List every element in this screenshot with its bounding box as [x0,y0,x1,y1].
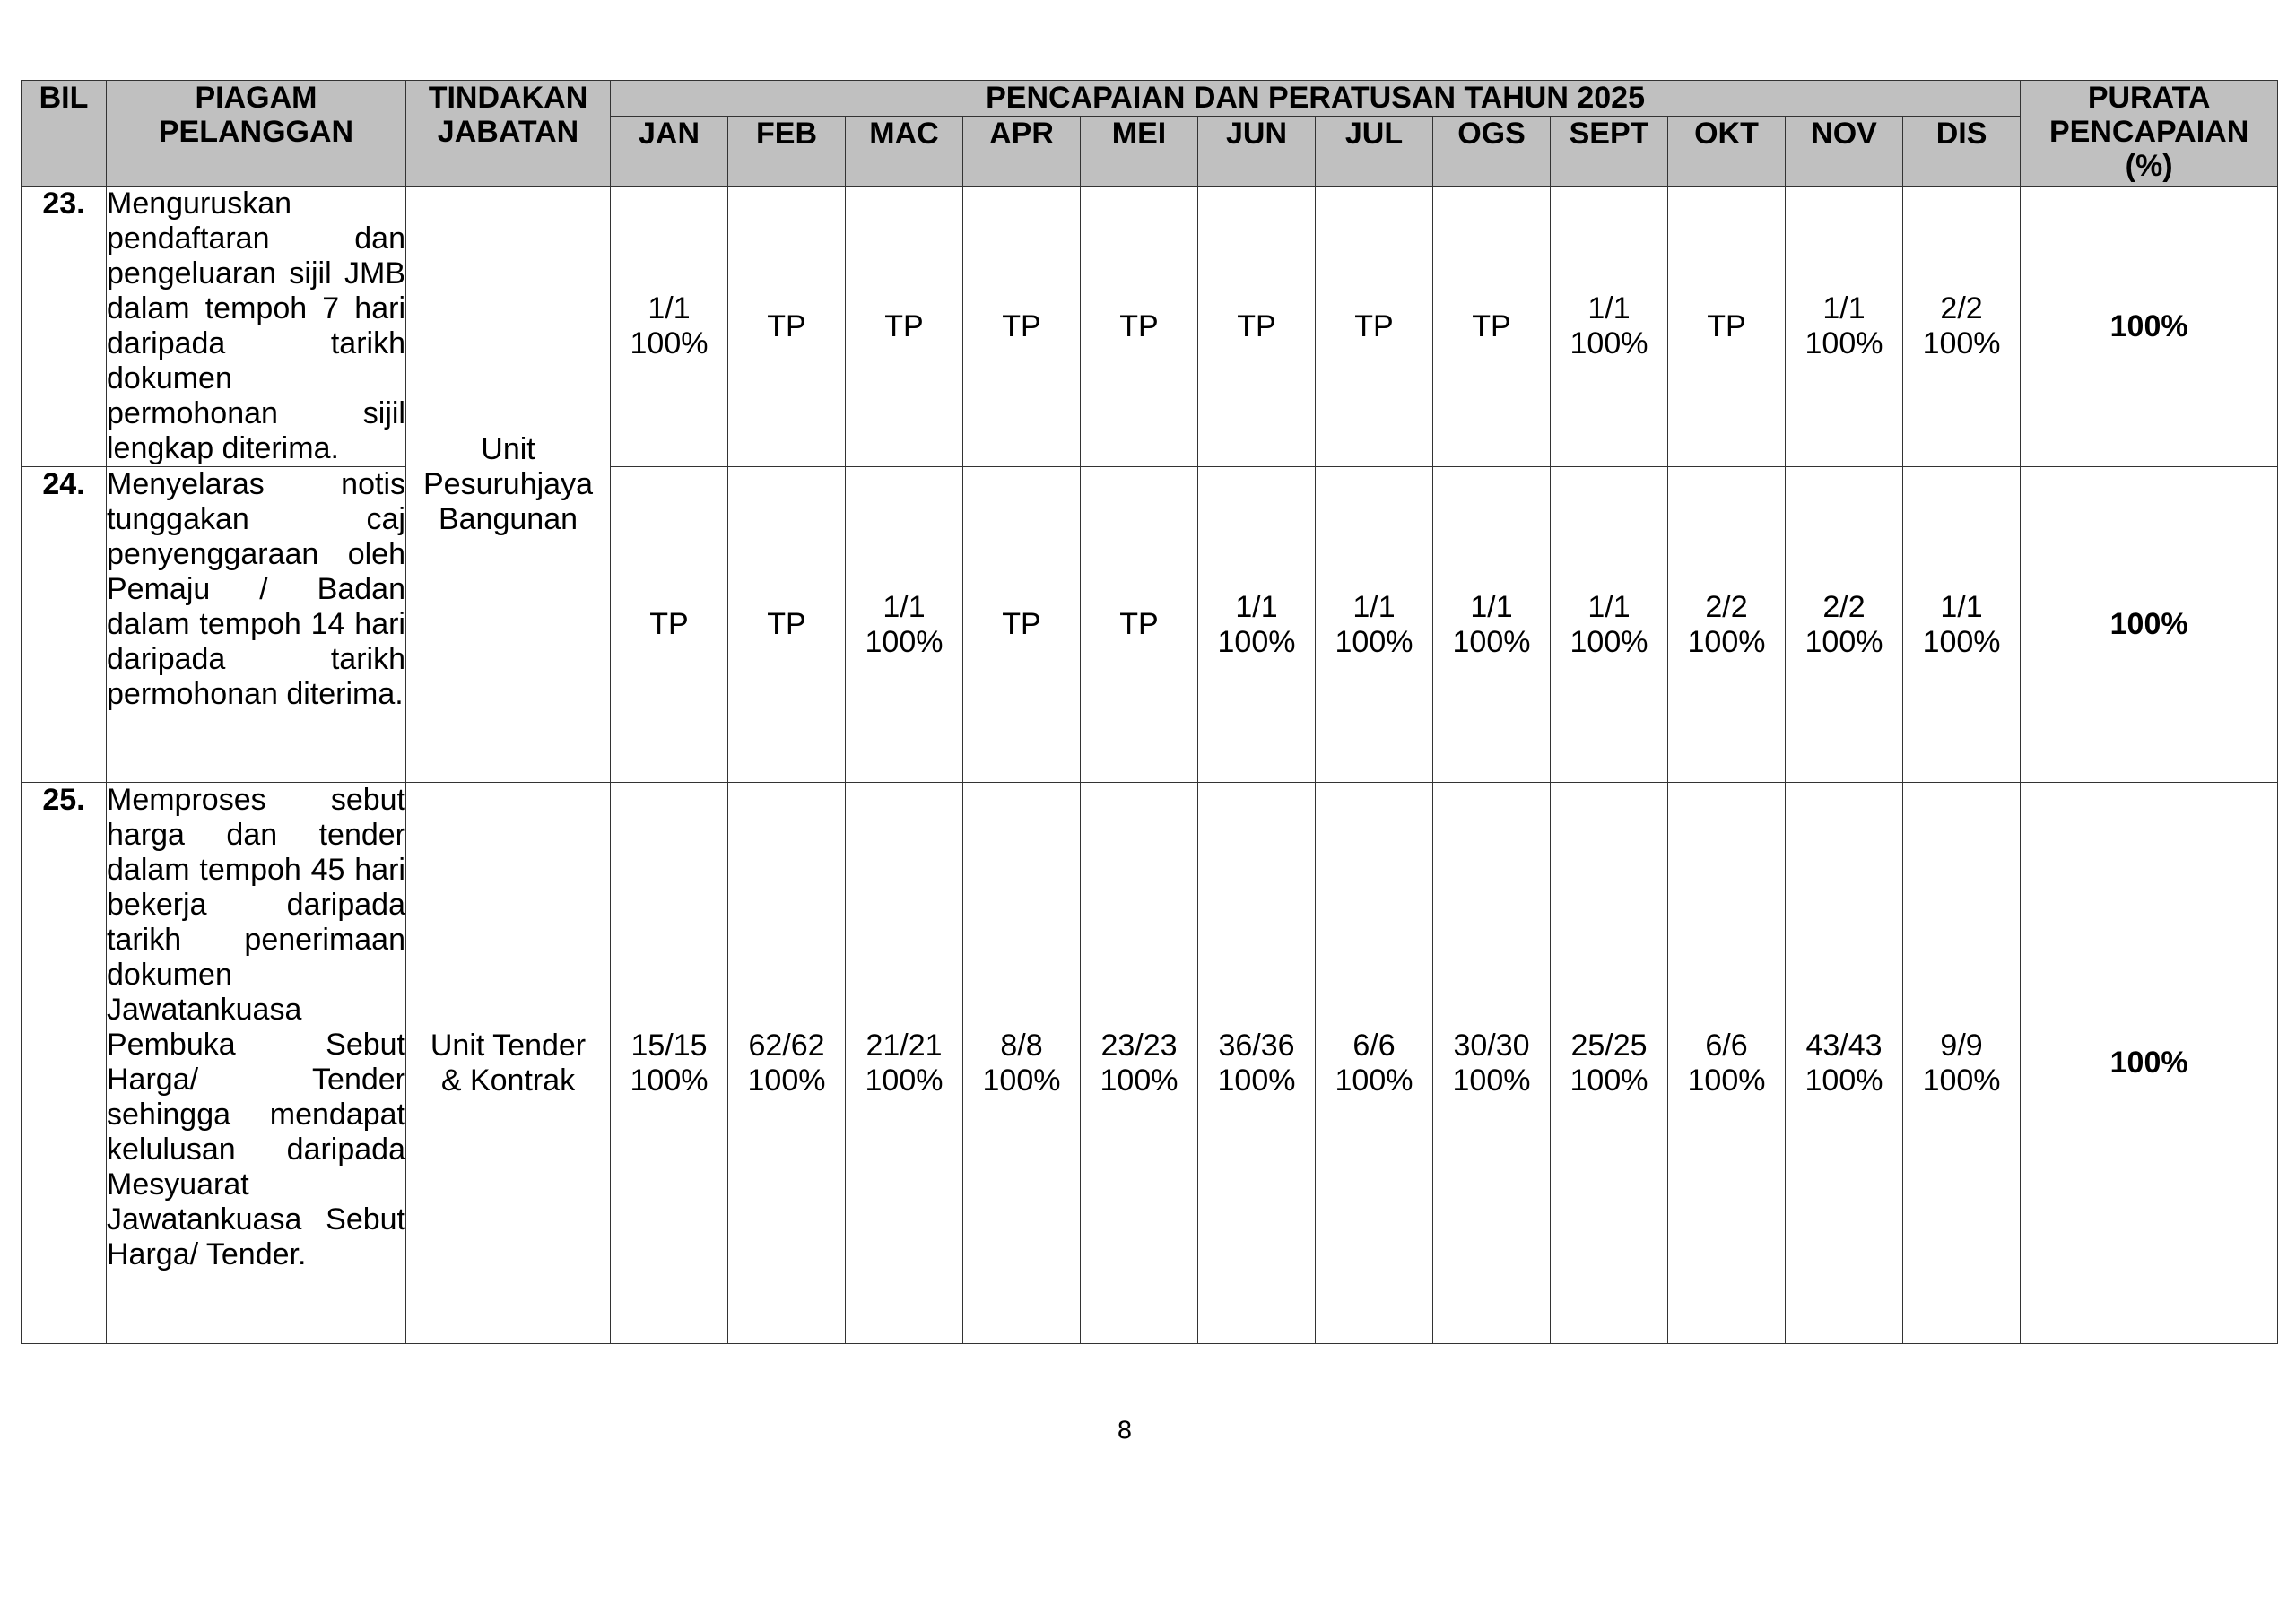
cell-percent: 100% [1922,1063,2001,1098]
cell-percent: 100% [1217,624,1296,659]
average-cell: 100% [2021,187,2278,467]
cell-percent: 100% [982,1063,1061,1098]
cell-percent: 100% [630,1063,709,1098]
month-cell [1786,783,1903,1344]
cell-percent: 100% [1217,1063,1296,1098]
cell-percent: 100% [1452,624,1531,659]
cell-value: 15/15 [631,1028,708,1063]
header-percent-line: (%) [2125,149,2173,183]
cell-value: 2/2 [1940,291,1983,325]
cell-value: TP [1119,607,1159,641]
cell-value: 36/36 [1218,1028,1295,1063]
row-description: Memproses sebut harga dan tender dalam tempoh 45 hari bekerja daripada tarikh penerimaan dokumen Jawatankuasa Pembuka Sebut Harga/ Tender sehingga mendapat kelulusan daripada Mesyuarat Jawatankuasa Sebut Harga/ Tender. [107,783,406,1344]
header-jabatan-line: JABATAN [437,115,579,149]
month-cell [846,187,963,467]
cell-value: TP [767,308,806,343]
cell-value: 30/30 [1453,1028,1530,1063]
cell-value: 1/1 [1235,589,1278,624]
cell-percent: 100% [1805,326,1883,360]
cell-value: TP [1707,308,1746,343]
cell-percent: 100% [1100,1063,1178,1098]
month-cell [1903,187,2021,467]
cell-value: 6/6 [1352,1028,1396,1063]
header-tindakan-jabatan [406,81,611,187]
month-cell [1433,187,1551,467]
cell-percent: 100% [1922,326,2001,360]
month-cell [1081,187,1198,467]
cell-value: TP [1119,308,1159,343]
header-month-jun: JUN [1198,117,1316,187]
header-bil: BIL [22,81,107,187]
cell-value: 62/62 [748,1028,825,1063]
cell-percent: 100% [1335,624,1413,659]
cell-value: TP [1354,308,1394,343]
cell-value: 1/1 [648,291,691,325]
month-cell [1316,187,1433,467]
department-line: & Kontrak [440,1063,576,1098]
header-month-okt: OKT [1668,117,1786,187]
page-number: 8 [1117,1417,1133,1445]
month-cell [1668,467,1786,783]
month-cell [1551,783,1668,1344]
header-purata-line: PURATA [2087,81,2211,115]
header-month-dis: DIS [1903,117,2021,187]
month-cell [1668,783,1786,1344]
cell-value: TP [649,607,689,641]
month-cell [1903,467,2021,783]
cell-percent: 100% [747,1063,826,1098]
row-description: Menguruskan pendaftaran dan pengeluaran sijil JMB dalam tempoh 7 hari daripada tarikh dokumen permohonan sijil lengkap diterima. [107,187,405,465]
cell-value: 1/1 [1587,291,1631,325]
table-row [22,187,2278,467]
cell-percent: 100% [1452,1063,1531,1098]
table-row [22,783,2278,1344]
header-month-jul: JUL [1316,117,1433,187]
header-pencapaian-line: PENCAPAIAN [2048,115,2249,149]
month-cell [846,467,963,783]
month-cell [1316,783,1433,1344]
month-cell [963,467,1081,783]
cell-percent: 100% [630,326,709,360]
month-cell [1433,467,1551,783]
cell-value: 1/1 [1940,589,1983,624]
month-cell [611,783,728,1344]
header-group-2025: PENCAPAIAN DAN PERATUSAN TAHUN 2025 [611,81,2021,117]
header-month-feb: FEB [728,117,846,187]
header-month-mac: MAC [846,117,963,187]
cell-percent: 100% [1335,1063,1413,1098]
month-cell [1786,467,1903,783]
department-line: Bangunan [438,501,578,536]
month-cell [1668,187,1786,467]
cell-value: 8/8 [1000,1028,1043,1063]
cell-value: 1/1 [1587,589,1631,624]
cell-percent: 100% [865,624,944,659]
cell-percent: 100% [1570,326,1648,360]
cell-value: 25/25 [1570,1028,1648,1063]
cell-value: 2/2 [1705,589,1748,624]
month-cell [1081,783,1198,1344]
cell-value: 21/21 [865,1028,943,1063]
cell-value: 43/43 [1805,1028,1883,1063]
month-cell [611,467,728,783]
cell-value: TP [1002,308,1041,343]
department-line: Unit [481,431,535,466]
month-cell [1198,783,1316,1344]
cell-value: 2/2 [1822,589,1866,624]
cell-percent: 100% [1805,1063,1883,1098]
department-line: Pesuruhjaya [422,466,593,501]
header-piagam-line: PIAGAM [195,81,317,115]
cell-value: 1/1 [1470,589,1513,624]
cell-percent: 100% [1805,624,1883,659]
table-row [22,467,2278,783]
department-line: Unit Tender [430,1028,587,1063]
month-cell [611,187,728,467]
header-month-ogs: OGS [1433,117,1551,187]
cell-value: 9/9 [1940,1028,1983,1063]
row-number: 24. [22,467,107,783]
row-number: 23. [22,187,107,467]
header-tindakan-line: TINDAKAN [428,81,588,115]
cell-percent: 100% [1570,624,1648,659]
header-month-apr: APR [963,117,1081,187]
cell-percent: 100% [1687,624,1766,659]
cell-value: TP [1237,308,1276,343]
month-cell [1903,783,2021,1344]
month-cell [1198,467,1316,783]
cell-value: 1/1 [1822,291,1866,325]
month-cell [1786,187,1903,467]
cell-value: TP [767,607,806,641]
average-cell: 100% [2021,783,2278,1344]
cell-value: 23/23 [1100,1028,1178,1063]
month-cell [1551,187,1668,467]
cell-value: 1/1 [883,589,926,624]
cell-percent: 100% [1922,624,2001,659]
performance-table [21,80,2278,1344]
cell-percent: 100% [1570,1063,1648,1098]
cell-value: 6/6 [1705,1028,1748,1063]
cell-value: 1/1 [1352,589,1396,624]
header-month-sept: SEPT [1551,117,1668,187]
header-pelanggan-line: PELANGGAN [158,115,354,149]
month-cell [1198,187,1316,467]
month-cell [1551,467,1668,783]
month-cell [728,783,846,1344]
month-cell [963,187,1081,467]
month-cell [1433,783,1551,1344]
header-month-nov: NOV [1786,117,1903,187]
cell-percent: 100% [865,1063,944,1098]
department-cell [406,783,611,1344]
month-cell [963,783,1081,1344]
month-cell [846,783,963,1344]
average-cell: 100% [2021,467,2278,783]
header-month-jan: JAN [611,117,728,187]
header-purata-pencapaian [2021,81,2278,187]
month-cell [728,467,846,783]
month-cell [1316,467,1433,783]
header-month-mei: MEI [1081,117,1198,187]
month-cell [1081,467,1198,783]
cell-percent: 100% [1687,1063,1766,1098]
month-cell [728,187,846,467]
cell-value: TP [1472,308,1511,343]
row-number: 25. [22,783,107,1344]
cell-value: TP [884,308,924,343]
row-description: Menyelaras notis tunggakan caj penyenggaraan oleh Pemaju / Badan dalam tempoh 14 hari daripada tarikh permohonan diterima. [107,467,406,783]
department-cell [406,187,611,783]
cell-value: TP [1002,607,1041,641]
header-piagam-pelanggan [107,81,406,187]
